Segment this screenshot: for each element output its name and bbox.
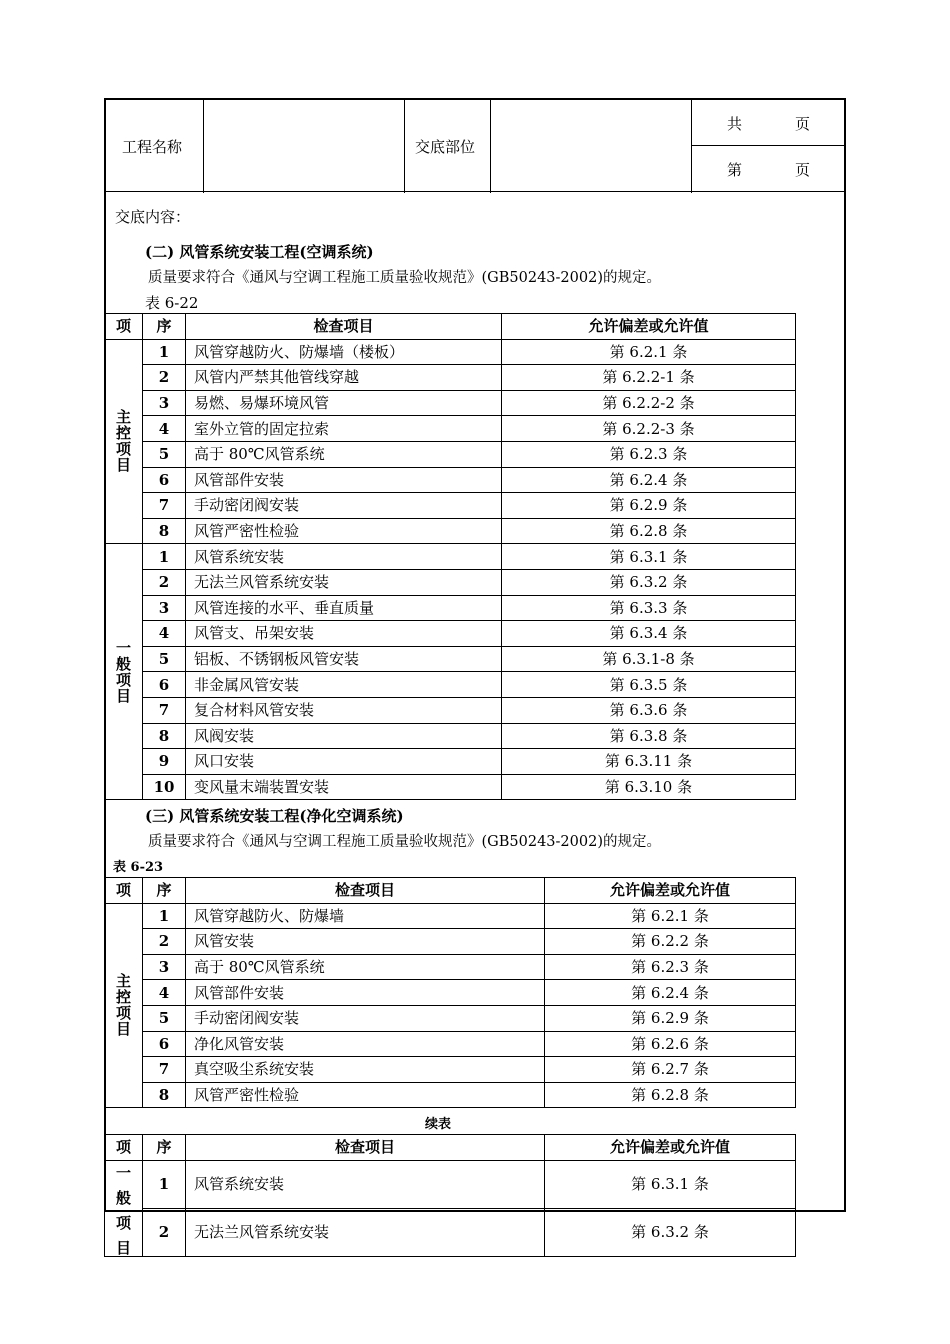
col-header-category: 项 bbox=[105, 314, 143, 340]
continued-label: 续表 bbox=[425, 1117, 452, 1132]
table-row bbox=[105, 1160, 796, 1208]
row-item: 手动密闭阀安装 bbox=[186, 1005, 545, 1031]
table-row bbox=[105, 416, 796, 442]
category-text: 一般项目 bbox=[115, 1163, 131, 1257]
row-value: 第 6.2.8 条 bbox=[545, 1082, 796, 1108]
row-value: 第 6.3.8 条 bbox=[502, 723, 796, 749]
row-item: 风管内严禁其他管线穿越 bbox=[186, 365, 502, 391]
table-row bbox=[105, 980, 796, 1006]
header-vline-3 bbox=[490, 98, 491, 193]
row-value: 第 6.2.9 条 bbox=[545, 1005, 796, 1031]
row-value: 第 6.2.7 条 bbox=[545, 1057, 796, 1083]
row-no: 3 bbox=[143, 595, 186, 621]
row-no: 5 bbox=[143, 1005, 186, 1031]
row-no: 4 bbox=[143, 621, 186, 647]
row-item: 风管严密性检验 bbox=[186, 1082, 545, 1108]
col-header-item: 检查项目 bbox=[186, 314, 502, 340]
row-value: 第 6.2.3 条 bbox=[502, 441, 796, 467]
table-row bbox=[105, 365, 796, 391]
row-item: 风管穿越防火、防爆墙（楼板） bbox=[186, 339, 502, 365]
row-item: 铝板、不锈钢板风管安装 bbox=[186, 646, 502, 672]
row-item: 高于 80℃风管系统 bbox=[186, 441, 502, 467]
table-6-22 bbox=[104, 313, 796, 800]
table-row bbox=[105, 1005, 796, 1031]
row-value: 第 6.3.10 条 bbox=[502, 774, 796, 800]
row-item: 风管部件安装 bbox=[186, 467, 502, 493]
row-no: 9 bbox=[143, 749, 186, 775]
table-row bbox=[105, 1057, 796, 1083]
row-item: 手动密闭阀安装 bbox=[186, 493, 502, 519]
row-value: 第 6.3.1 条 bbox=[502, 544, 796, 570]
row-no: 6 bbox=[143, 467, 186, 493]
section2-note: 质量要求符合《通风与空调工程施工质量验收规范》(GB50243-2002)的规定。 bbox=[148, 270, 661, 286]
header-vline-2 bbox=[404, 98, 405, 193]
page-number-unit: 页 bbox=[795, 161, 811, 179]
header-bottom-hline bbox=[104, 191, 846, 192]
table-row bbox=[105, 339, 796, 365]
row-value: 第 6.2.6 条 bbox=[545, 1031, 796, 1057]
table-row bbox=[105, 441, 796, 467]
row-no: 10 bbox=[143, 774, 186, 800]
col-header-seq: 序 bbox=[143, 1135, 186, 1161]
row-item: 真空吸尘系统安装 bbox=[186, 1057, 545, 1083]
row-no: 2 bbox=[143, 365, 186, 391]
row-value: 第 6.3.4 条 bbox=[502, 621, 796, 647]
row-value: 第 6.2.2-3 条 bbox=[502, 416, 796, 442]
row-no: 2 bbox=[143, 569, 186, 595]
table-header-row bbox=[105, 1135, 796, 1161]
row-no: 1 bbox=[143, 339, 186, 365]
row-no: 4 bbox=[143, 416, 186, 442]
table-row bbox=[105, 749, 796, 775]
row-value: 第 6.3.2 条 bbox=[545, 1208, 796, 1256]
row-item: 无法兰风管系统安装 bbox=[186, 1208, 545, 1256]
row-item: 无法兰风管系统安装 bbox=[186, 569, 502, 595]
row-no: 6 bbox=[143, 1031, 186, 1057]
row-no: 8 bbox=[143, 518, 186, 544]
category-main-control bbox=[105, 903, 143, 1108]
row-no: 3 bbox=[143, 390, 186, 416]
category-general bbox=[105, 544, 143, 800]
category-general bbox=[105, 1160, 143, 1256]
row-item: 风管系统安装 bbox=[186, 544, 502, 570]
total-pages-label: 共 bbox=[727, 115, 743, 133]
table-row bbox=[105, 1082, 796, 1108]
col-header-seq: 序 bbox=[143, 878, 186, 904]
col-header-category: 项 bbox=[105, 878, 143, 904]
category-text: 一般项目 bbox=[115, 638, 131, 705]
col-header-category: 项 bbox=[105, 1135, 143, 1161]
table-header-row bbox=[105, 314, 796, 340]
table-row bbox=[105, 1208, 796, 1256]
row-item: 非金属风管安装 bbox=[186, 672, 502, 698]
row-value: 第 6.2.1 条 bbox=[502, 339, 796, 365]
row-item: 净化风管安装 bbox=[186, 1031, 545, 1057]
table-row bbox=[105, 544, 796, 570]
section2-title: (二) 风管系统安装工程(空调系统) bbox=[145, 243, 374, 261]
row-value: 第 6.3.2 条 bbox=[502, 569, 796, 595]
table-row bbox=[105, 595, 796, 621]
row-value: 第 6.2.2-1 条 bbox=[502, 365, 796, 391]
row-item: 风阀安装 bbox=[186, 723, 502, 749]
row-item: 风管部件安装 bbox=[186, 980, 545, 1006]
total-pages-unit: 页 bbox=[795, 115, 811, 133]
table-row bbox=[105, 903, 796, 929]
table-row bbox=[105, 621, 796, 647]
row-item: 室外立管的固定拉索 bbox=[186, 416, 502, 442]
row-no: 8 bbox=[143, 723, 186, 749]
row-item: 风管穿越防火、防爆墙 bbox=[186, 903, 545, 929]
table-row bbox=[105, 518, 796, 544]
table-header-row bbox=[105, 878, 796, 904]
col-header-item: 检查项目 bbox=[186, 1135, 545, 1161]
row-no: 4 bbox=[143, 980, 186, 1006]
row-no: 1 bbox=[143, 903, 186, 929]
header-mid-hline bbox=[691, 145, 846, 146]
table-row bbox=[105, 467, 796, 493]
row-no: 2 bbox=[143, 929, 186, 955]
col-header-value: 允许偏差或允许值 bbox=[502, 314, 796, 340]
row-no: 1 bbox=[143, 1160, 186, 1208]
table-row bbox=[105, 774, 796, 800]
row-value: 第 6.2.2 条 bbox=[545, 929, 796, 955]
row-item: 易燃、易爆环境风管 bbox=[186, 390, 502, 416]
category-main-control bbox=[105, 339, 143, 544]
table-6-23 bbox=[104, 877, 796, 1108]
row-value: 第 6.2.9 条 bbox=[502, 493, 796, 519]
row-no: 5 bbox=[143, 646, 186, 672]
row-value: 第 6.2.4 条 bbox=[545, 980, 796, 1006]
table-row bbox=[105, 954, 796, 980]
row-item: 风管系统安装 bbox=[186, 1160, 545, 1208]
row-value: 第 6.3.3 条 bbox=[502, 595, 796, 621]
row-no: 7 bbox=[143, 1057, 186, 1083]
row-no: 7 bbox=[143, 493, 186, 519]
table-row bbox=[105, 929, 796, 955]
location-label: 交底部位 bbox=[415, 138, 476, 156]
row-value: 第 6.2.3 条 bbox=[545, 954, 796, 980]
row-item: 高于 80℃风管系统 bbox=[186, 954, 545, 980]
col-header-value: 允许偏差或允许值 bbox=[545, 1135, 796, 1161]
row-no: 6 bbox=[143, 672, 186, 698]
table-row bbox=[105, 493, 796, 519]
table-row bbox=[105, 672, 796, 698]
row-item: 复合材料风管安装 bbox=[186, 697, 502, 723]
row-value: 第 6.3.6 条 bbox=[502, 697, 796, 723]
table-row bbox=[105, 646, 796, 672]
row-no: 3 bbox=[143, 954, 186, 980]
row-value: 第 6.3.1-8 条 bbox=[502, 646, 796, 672]
row-value: 第 6.3.5 条 bbox=[502, 672, 796, 698]
row-value: 第 6.3.11 条 bbox=[502, 749, 796, 775]
section3-title: (三) 风管系统安装工程(净化空调系统) bbox=[145, 807, 404, 825]
table-row bbox=[105, 1031, 796, 1057]
table-row bbox=[105, 390, 796, 416]
row-value: 第 6.2.4 条 bbox=[502, 467, 796, 493]
col-header-value: 允许偏差或允许值 bbox=[545, 878, 796, 904]
table-row bbox=[105, 697, 796, 723]
row-item: 风管连接的水平、垂直质量 bbox=[186, 595, 502, 621]
col-header-item: 检查项目 bbox=[186, 878, 545, 904]
row-item: 风管支、吊架安装 bbox=[186, 621, 502, 647]
row-no: 2 bbox=[143, 1208, 186, 1256]
category-text: 主控项目 bbox=[115, 972, 131, 1039]
row-value: 第 6.3.1 条 bbox=[545, 1160, 796, 1208]
content-label: 交底内容： bbox=[115, 208, 191, 226]
section3-note: 质量要求符合《通风与空调工程施工质量验收规范》(GB50243-2002)的规定。 bbox=[148, 834, 661, 850]
category-text: 主控项目 bbox=[115, 408, 131, 475]
row-value: 第 6.2.8 条 bbox=[502, 518, 796, 544]
header-vline-1 bbox=[203, 98, 204, 193]
table-row bbox=[105, 723, 796, 749]
table-row bbox=[105, 569, 796, 595]
table1-label: 表 6-22 bbox=[145, 294, 199, 312]
table2-label: 表 6-23 bbox=[113, 860, 164, 875]
row-item: 风管严密性检验 bbox=[186, 518, 502, 544]
row-item: 风管安装 bbox=[186, 929, 545, 955]
row-value: 第 6.2.1 条 bbox=[545, 903, 796, 929]
row-no: 1 bbox=[143, 544, 186, 570]
row-item: 风口安装 bbox=[186, 749, 502, 775]
row-no: 8 bbox=[143, 1082, 186, 1108]
page-number-label: 第 bbox=[727, 161, 743, 179]
table-6-23-continued bbox=[104, 1134, 796, 1257]
row-no: 5 bbox=[143, 441, 186, 467]
project-name-label: 工程名称 bbox=[122, 138, 183, 156]
row-value: 第 6.2.2-2 条 bbox=[502, 390, 796, 416]
row-no: 7 bbox=[143, 697, 186, 723]
col-header-seq: 序 bbox=[143, 314, 186, 340]
row-item: 变风量末端装置安装 bbox=[186, 774, 502, 800]
